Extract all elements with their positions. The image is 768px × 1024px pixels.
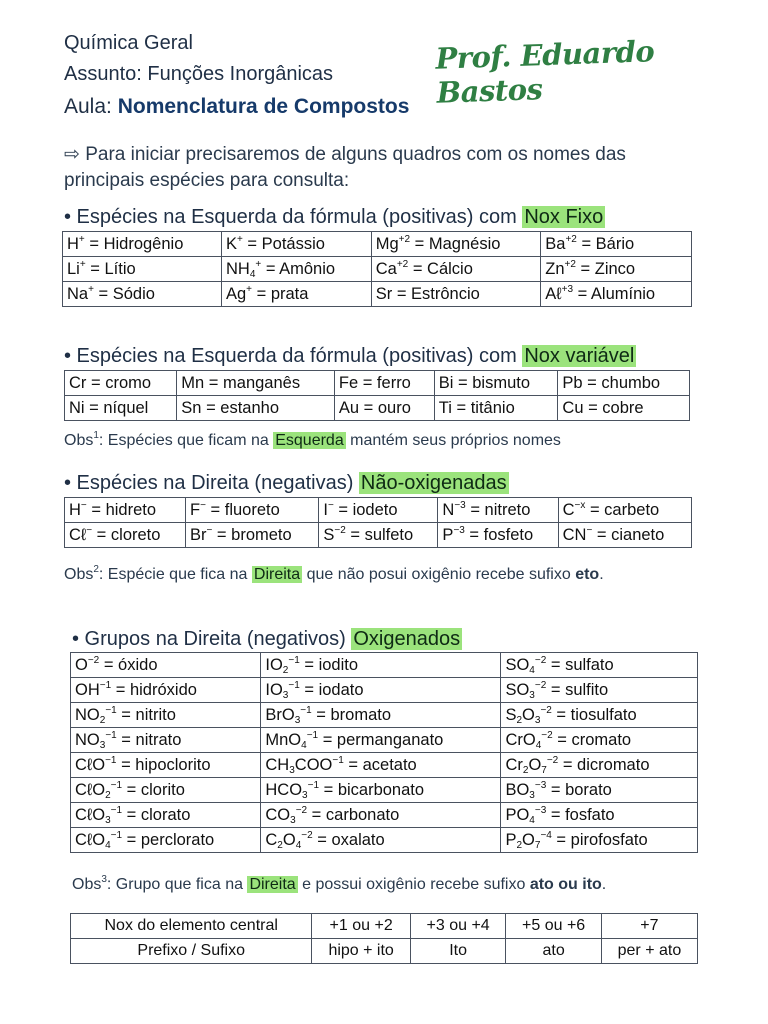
cell: Sr = Estrôncio bbox=[371, 282, 541, 307]
cell: $HCO_3^{-1}$ = bicarbonato bbox=[261, 778, 501, 803]
cell: Aℓ$^{+3}$ = Alumínio bbox=[541, 282, 692, 307]
cell: $CO_3^{-2}$ = carbonato bbox=[261, 803, 501, 828]
nox-row-cell: Prefixo / Sufixo bbox=[71, 939, 312, 964]
cell: Ni = níquel bbox=[65, 396, 177, 421]
cell: $OH^{-1}$ = hidróxido bbox=[71, 678, 261, 703]
obs-bold: eto bbox=[575, 566, 600, 583]
obs-lead: Obs bbox=[64, 566, 94, 583]
section-text: • Espécies na Esquerda da fórmula (positivas) com bbox=[64, 345, 523, 367]
oxygenated-table bbox=[70, 652, 698, 853]
cell: $P_2O_7^{-4}$ = pirofosfato bbox=[501, 828, 698, 853]
cell: H+ = Hidrogênio bbox=[63, 232, 222, 257]
obs-num: 1 bbox=[93, 430, 99, 441]
cell: $Ca^{+2}$ = Cálcio bbox=[371, 257, 541, 282]
cell: CrO$_4^{-2}$ = cromato bbox=[501, 728, 698, 753]
obs-lead: Obs bbox=[72, 876, 102, 893]
section-text: • Grupos na Direita (negativos) bbox=[72, 628, 352, 650]
cell: K+ = Potássio bbox=[221, 232, 371, 257]
nox-row-cell: Ito bbox=[410, 939, 506, 964]
highlight: Oxigenados bbox=[353, 628, 461, 650]
nox-header-cell: +7 bbox=[601, 914, 697, 939]
cell: CℓO$^{-1}$ = hipoclorito bbox=[71, 753, 261, 778]
section-variable-nox-title bbox=[64, 345, 636, 368]
cell: MnO$_4^{-1}$ = permanganato bbox=[261, 728, 501, 753]
cell: $S^{-2}$ = sulfeto bbox=[319, 523, 438, 548]
cell: F− = fluoreto bbox=[186, 498, 319, 523]
cell: $NO_2^{-1}$ = nitrito bbox=[71, 703, 261, 728]
obs-tail: mantém seus próprios nomes bbox=[345, 432, 561, 449]
section-text: • Espécies na Direita (negativas) bbox=[64, 472, 359, 494]
obs-mid: e possui oxigênio recebe sufixo bbox=[297, 876, 530, 893]
cell: H− = hidreto bbox=[65, 498, 186, 523]
nox-header-cell: +3 ou +4 bbox=[410, 914, 506, 939]
cell: CℓO$_4^{-1}$ = perclorato bbox=[71, 828, 261, 853]
cell: Pb = chumbo bbox=[558, 371, 690, 396]
cell: $BO_3^{-3}$ = borato bbox=[501, 778, 698, 803]
cell: BrO$_3^{-1}$ = bromato bbox=[261, 703, 501, 728]
highlight: Direita bbox=[253, 566, 301, 583]
cell: Au = ouro bbox=[334, 396, 434, 421]
obs-num: 3 bbox=[101, 874, 107, 885]
cell: $Ba^{+2}$ = Bário bbox=[541, 232, 692, 257]
cell: $O^{-2}$ = óxido bbox=[71, 653, 261, 678]
obs-tail: . bbox=[599, 566, 604, 583]
obs-tail: . bbox=[601, 876, 607, 893]
cell: $IO_2^{-1}$ = iodito bbox=[261, 653, 501, 678]
highlight: Direita bbox=[249, 876, 296, 893]
cell: CℓO$_2^{-1}$ = clorito bbox=[71, 778, 261, 803]
highlight: Nox variável bbox=[524, 345, 635, 367]
cell: CℓO$_3^{-1}$ = clorato bbox=[71, 803, 261, 828]
section-oxygenated-title bbox=[72, 628, 462, 651]
obs-2 bbox=[64, 566, 604, 584]
cell: $Cr_2O_7^{-2}$ = dicromato bbox=[501, 753, 698, 778]
non-oxygenated-table bbox=[64, 497, 692, 548]
cell: $IO_3^{-1}$ = iodato bbox=[261, 678, 501, 703]
obs-3 bbox=[72, 876, 606, 894]
cell: $N^{-3}$ = nitreto bbox=[438, 498, 558, 523]
cell: Bi = bismuto bbox=[434, 371, 558, 396]
obs-1 bbox=[64, 432, 561, 450]
cell: CN− = cianeto bbox=[558, 523, 691, 548]
highlight: Esquerda bbox=[275, 432, 344, 449]
section-text: • Espécies na Esquerda da fórmula (positivas) com bbox=[64, 206, 523, 228]
obs-text: : Espécies que ficam na bbox=[98, 432, 274, 449]
section-fixed-nox-title bbox=[64, 206, 605, 229]
course-title: Química Geral bbox=[64, 32, 193, 54]
cell: $NO_3^{-1}$ = nitrato bbox=[71, 728, 261, 753]
cell: $Zn^{+2}$ = Zinco bbox=[541, 257, 692, 282]
lesson-prefix: Aula: bbox=[64, 95, 118, 118]
cell: Fe = ferro bbox=[334, 371, 434, 396]
cell: Ti = titânio bbox=[434, 396, 558, 421]
nox-row-cell: ato bbox=[506, 939, 602, 964]
intro-text: ⇨ Para iniciar precisaremos de alguns quadros com os nomes das principais espécies para consulta: bbox=[64, 144, 626, 191]
fixed-nox-table bbox=[62, 231, 692, 307]
cell: Cℓ− = cloreto bbox=[65, 523, 186, 548]
variable-nox-table bbox=[64, 370, 690, 421]
cell: Sn = estanho bbox=[177, 396, 335, 421]
cell: $C_2O_4^{-2}$ = oxalato bbox=[261, 828, 501, 853]
cell: Cr = cromo bbox=[65, 371, 177, 396]
nox-header-cell: +1 ou +2 bbox=[312, 914, 410, 939]
cell: Li+ = Lítio bbox=[63, 257, 222, 282]
cell: Mn = manganês bbox=[177, 371, 335, 396]
cell: Na+ = Sódio bbox=[63, 282, 222, 307]
obs-mid: que não posui oxigênio recebe sufixo bbox=[302, 566, 576, 583]
cell: $SO_4^{-2}$ = sulfato bbox=[501, 653, 698, 678]
cell: $PO_4^{-3}$ = fosfato bbox=[501, 803, 698, 828]
lesson-name: Nomenclatura de Compostos bbox=[117, 95, 410, 118]
cell: $CH_3COO^{-1}$ = acetato bbox=[261, 753, 501, 778]
section-non-oxygenated-title bbox=[64, 472, 509, 495]
cell: $SO_3^{-2}$ = sulfito bbox=[501, 678, 698, 703]
cell: $P^{-3}$ = fosfeto bbox=[438, 523, 558, 548]
nox-row-cell: per + ato bbox=[601, 939, 697, 964]
nox-header-cell: +5 ou +6 bbox=[506, 914, 602, 939]
obs-text: : Espécie que fica na bbox=[98, 566, 252, 583]
cell: Br− = brometo bbox=[186, 523, 319, 548]
nox-header-cell: Nox do elemento central bbox=[71, 914, 312, 939]
cell: Ag+ = prata bbox=[221, 282, 371, 307]
cell: Cu = cobre bbox=[558, 396, 690, 421]
cell: $NH_4^+$ = Amônio bbox=[221, 257, 371, 282]
cell: I− = iodeto bbox=[319, 498, 438, 523]
cell: $Mg^{+2}$ = Magnésio bbox=[371, 232, 541, 257]
obs-bold: ato ou ito bbox=[529, 876, 602, 893]
signature-logo: Prof. Eduardo Bastos bbox=[434, 34, 655, 110]
obs-text: : Grupo que fica na bbox=[106, 876, 248, 893]
obs-lead: Obs bbox=[64, 432, 94, 449]
obs-num: 2 bbox=[93, 564, 99, 575]
nox-prefix-table bbox=[70, 913, 698, 964]
highlight: Nox Fixo bbox=[524, 206, 604, 228]
cell: $C^{-x}$ = carbeto bbox=[558, 498, 691, 523]
highlight: Não-oxigenadas bbox=[360, 472, 507, 494]
nox-row-cell: hipo + ito bbox=[312, 939, 410, 964]
lesson-title bbox=[64, 95, 409, 119]
subject-title: Assunto: Funções Inorgânicas bbox=[64, 63, 334, 85]
cell: $S_2O_3^{-2}$ = tiosulfato bbox=[501, 703, 698, 728]
